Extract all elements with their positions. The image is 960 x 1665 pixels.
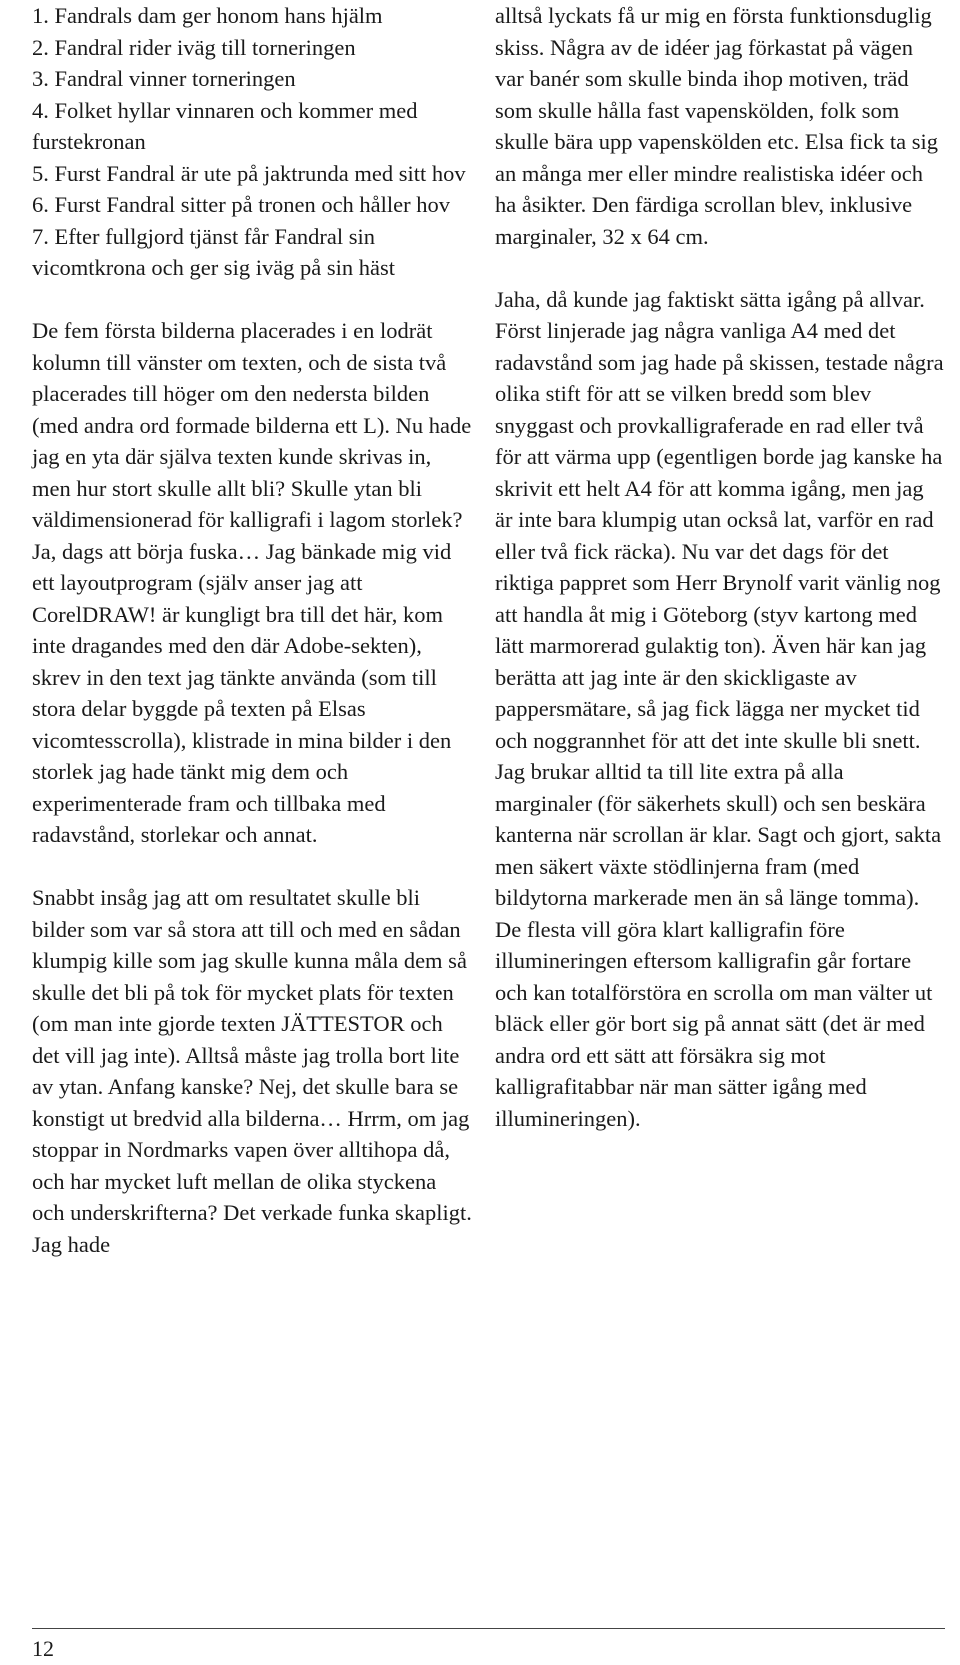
list-item: 7. Efter fullgjord tjänst får Fandral sin vicomtkrona och ger sig iväg på sin häst [32, 223, 396, 280]
body-paragraph: Snabbt insåg jag att om resultatet skulle bli bilder som var så stora att till och med en sådan klumpig kille som jag skulle kunna måla dem så skulle det bli på tok för mycket plats för texten (om man inte gjorde texten JÄTTESTOR och det vill jag inte). Alltså måste jag trolla bort lite av ytan. Anfang kanske? Nej, det skulle bara se konstigt ut bredvid alla bilderna… Hrrm, om jag stoppar in Nordmarks vapen över alltihopa då, och har mycket luft mellan de olika styckena och underskrifterna? Det verkade funka skapligt. Jag hade [32, 885, 472, 1257]
body-paragraph: Jaha, då kunde jag faktiskt sätta igång på allvar. Först linjerade jag några vanliga A4 med det radavstånd som jag hade på skissen, testade några olika stift för att se vilken bredd som blev snyggast och provkalligraferade en rad eller två för att värma upp (egentligen borde jag kanske ha skrivit ett helt A4 för att komma igång, men jag är inte bara klumpig utan också lat, varför en rad eller två fick räcka). Nu var det dags för det riktiga pappret som Herr Brynolf varit vänlig nog att handla åt mig i Göteborg (styv kartong med lätt marmorerad gulaktig ton). Även här kan jag berätta att jag inte är den skickligaste av pappersmätare, så jag fick lägga ner mycket tid och noggrannhet för att det inte skulle bli snett. Jag brukar alltid ta till lite extra på alla marginaler (för säkerhets skull) och sen beskära kanterna när scrollan är klar. Sagt och gjort, sakta men säkert växte stödlinjerna fram (med bildytorna markerade men än så länge tomma). De flesta vill göra klart kalligrafin före illumineringen eftersom kalligrafin går fortare och kan totalförstöra en scrolla om man välter ut bläck eller gör bort sig på annat sätt (det är med andra ord ett sätt att försäkra sig mot kalligrafitabbar när man sätter igång med illumineringen). [495, 286, 944, 1131]
right-column [495, 0, 945, 1134]
list-item: 4. Folket hyllar vinnaren och kommer med furstekronan [32, 97, 418, 154]
list-item: 5. Furst Fandral är ute på jaktrunda med sitt hov [32, 160, 466, 186]
paragraph-gap [495, 252, 945, 284]
page-number: 12 [32, 1636, 54, 1661]
list-item: 3. Fandral vinner torneringen [32, 66, 296, 91]
list-item: 2. Fandral rider iväg till torneringen [32, 34, 356, 60]
body-paragraph: De fem första bilderna placerades i en lodrät kolumn till vänster om texten, och de sista två placerades till höger om den nedersta bilden (med andra ord formade bilderna ett L). Nu hade jag en yta där själva texten kunde skrivas in, men hur stort skulle allt bli? Skulle ytan bli väldimensionerad för kalligrafi i lagom storlek? Ja, dags att börja fuska… Jag bänkade mig vid ett layoutprogram (själv anser jag att CorelDRAW! är kungligt bra till det här, kom inte dragandes med den där Adobe-sekten), skrev in den text jag tänkte använda (som till stora delar byggde på texten på Elsas vicomtesscrolla), klistrade in mina bilder i den storlek jag hade tänkt mig dem och experimenterade fram och tillbaka med radavstånd, storlekar och annat. [32, 318, 472, 847]
paragraph-gap [32, 851, 472, 883]
paragraph-gap [32, 284, 472, 316]
left-column [32, 0, 472, 1260]
list-item: 6. Furst Fandral sitter på tronen och håller hov [32, 192, 451, 217]
footer-rule [32, 1628, 945, 1629]
body-paragraph: alltså lyckats få ur mig en första funktionsduglig skiss. Några av de idéer jag förkastat på vägen var banér som skulle binda ihop motiven, träd som skulle hålla fast vapenskölden, folk som skulle bära upp vapenskölden etc. Elsa fick ta sig an många mer eller mindre realistiska idéer och ha åsikter. Den färdiga scrollan blev, inklusive marginaler, 32 x 64 cm. [495, 3, 938, 249]
list-item: 1. Fandrals dam ger honom hans hjälm [32, 3, 383, 28]
scene-list [32, 0, 472, 284]
